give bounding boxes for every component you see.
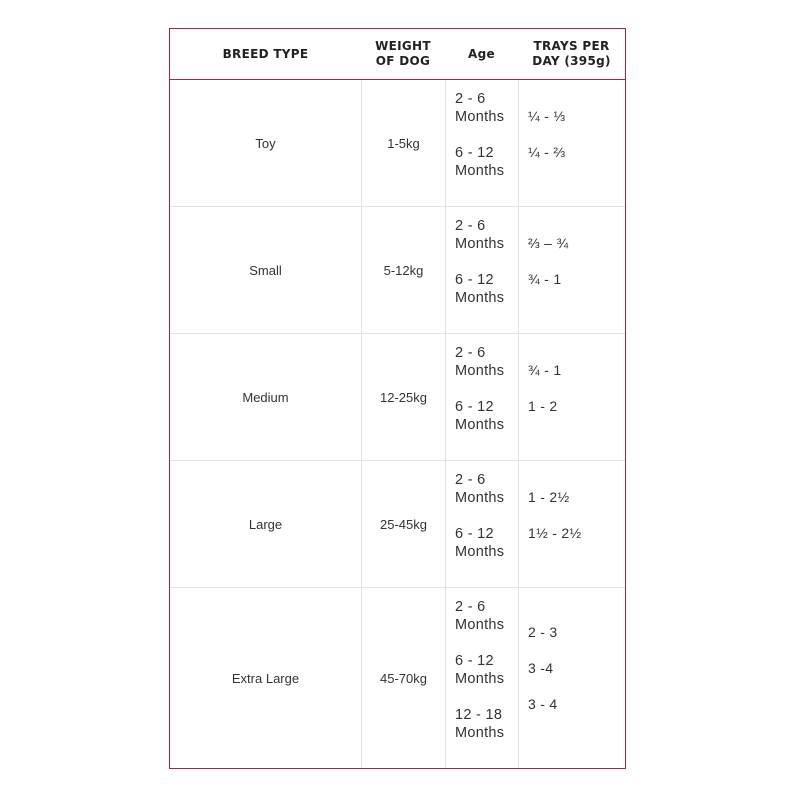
tray-amount: ⅔ – ¾ <box>528 235 569 251</box>
age-range-item <box>455 525 504 561</box>
weight-cell <box>361 461 445 587</box>
age-range-item <box>455 652 504 688</box>
tray-amount: 3 -4 <box>528 660 554 676</box>
weight-label: 45-70kg <box>380 670 427 686</box>
age-range-item <box>455 90 504 126</box>
age-cell <box>445 461 518 587</box>
age-range: 2 - 6 <box>455 91 486 107</box>
age-range: 6 - 12 <box>455 399 494 415</box>
age-range-item <box>455 471 504 507</box>
header-breed-label: BREED TYPE <box>222 46 309 61</box>
tray-amount: ¾ - 1 <box>528 362 562 378</box>
breed-cell <box>170 588 361 768</box>
header-weight-line1: WEIGHT <box>375 39 431 53</box>
age-range: 6 - 12 <box>455 145 494 161</box>
age-unit: Months <box>455 109 505 125</box>
weight-label: 5-12kg <box>383 262 424 278</box>
tray-amount: ¾ - 1 <box>528 271 562 287</box>
age-range-item <box>455 144 504 180</box>
table-row-toy <box>170 80 625 207</box>
age-unit: Months <box>455 617 505 633</box>
trays-cell <box>518 334 625 460</box>
weight-label: 12-25kg <box>380 389 427 405</box>
breed-label: Medium <box>242 389 289 405</box>
header-trays-line1: TRAYS PER <box>533 39 610 53</box>
breed-label: Small <box>249 262 282 278</box>
tray-amount: 1 - 2 <box>528 398 558 414</box>
breed-label: Large <box>248 516 283 532</box>
age-cell <box>445 207 518 333</box>
breed-cell <box>170 80 361 206</box>
weight-label: 1-5kg <box>387 135 420 151</box>
age-range-item <box>455 598 504 634</box>
age-range-item <box>455 706 504 742</box>
age-unit: Months <box>455 544 505 560</box>
header-weight-line2: OF DOG <box>375 54 431 68</box>
weight-cell <box>361 207 445 333</box>
header-trays-line2: DAY (395g) <box>532 54 611 68</box>
weight-cell <box>361 334 445 460</box>
age-range: 6 - 12 <box>455 272 494 288</box>
trays-cell <box>518 588 625 768</box>
age-unit: Months <box>455 163 505 179</box>
breed-cell <box>170 334 361 460</box>
table-row-extra-large <box>170 588 625 768</box>
table-row-large <box>170 461 625 588</box>
age-range: 2 - 6 <box>455 599 486 615</box>
age-range-item <box>455 217 504 253</box>
age-unit: Months <box>455 417 505 433</box>
age-range-item <box>455 344 504 380</box>
trays-cell <box>518 207 625 333</box>
age-cell <box>445 588 518 768</box>
age-cell <box>445 334 518 460</box>
age-unit: Months <box>455 290 505 306</box>
age-range-item <box>455 398 504 434</box>
age-unit: Months <box>455 725 505 741</box>
trays-cell <box>518 461 625 587</box>
age-range: 6 - 12 <box>455 653 494 669</box>
age-range: 12 - 18 <box>455 707 503 723</box>
tray-amount: ¼ - ⅔ <box>528 144 566 160</box>
age-unit: Months <box>455 236 505 252</box>
breed-label: Toy <box>255 135 276 151</box>
age-range-item <box>455 271 504 307</box>
age-range: 2 - 6 <box>455 472 486 488</box>
table-row-medium <box>170 334 625 461</box>
age-range: 2 - 6 <box>455 345 486 361</box>
tray-amount: 1½ - 2½ <box>528 525 582 541</box>
age-unit: Months <box>455 671 505 687</box>
tray-amount: 2 - 3 <box>528 624 558 640</box>
header-trays <box>518 29 625 79</box>
age-cell <box>445 80 518 206</box>
header-age-label: Age <box>468 46 495 61</box>
age-range: 6 - 12 <box>455 526 494 542</box>
weight-label: 25-45kg <box>380 516 427 532</box>
breed-label: Extra Large <box>231 670 300 686</box>
table-row-small <box>170 207 625 334</box>
age-unit: Months <box>455 363 505 379</box>
age-unit: Months <box>455 490 505 506</box>
tray-amount: 1 - 2½ <box>528 489 570 505</box>
breed-cell <box>170 461 361 587</box>
feeding-guide-table <box>169 28 626 769</box>
breed-cell <box>170 207 361 333</box>
tray-amount: ¼ - ⅓ <box>528 108 566 124</box>
header-weight <box>361 29 445 79</box>
header-breed-type <box>170 29 361 79</box>
header-age <box>445 29 518 79</box>
age-range: 2 - 6 <box>455 218 486 234</box>
tray-amount: 3 - 4 <box>528 696 558 712</box>
weight-cell <box>361 80 445 206</box>
table-header <box>170 29 625 80</box>
weight-cell <box>361 588 445 768</box>
trays-cell <box>518 80 625 206</box>
